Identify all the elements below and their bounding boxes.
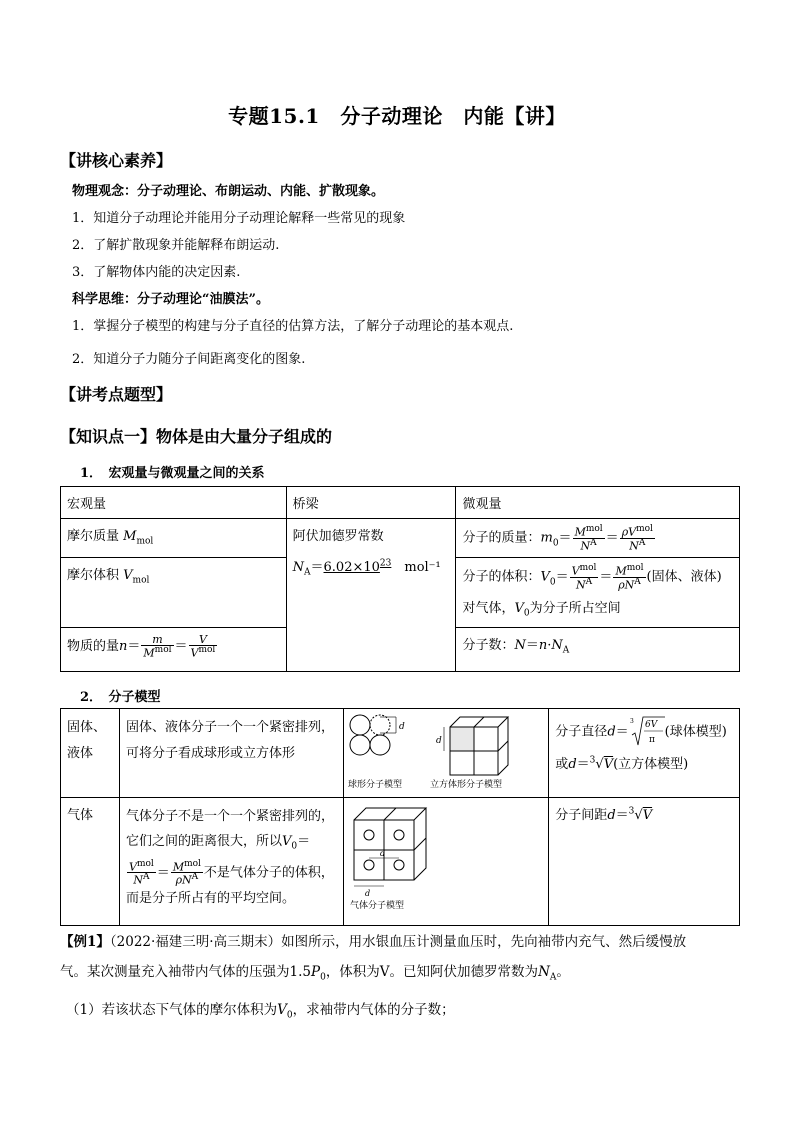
example-line-2: 气。某次测量充入袖带内气体的压强为$1.5P_0$，体积为V。已知阿伏加德罗常数为$N_A$。 <box>60 964 570 983</box>
sphere-cube-model-diagram <box>346 711 546 791</box>
table-header: 宏观量 <box>61 487 287 519</box>
molecule-model-table <box>60 708 740 926</box>
subsection-molecule-model: 2． 分子模型 <box>80 690 161 705</box>
knowledge-point-heading: 【知识点一】物体是由大量分子组成的 <box>60 427 333 446</box>
molecule-mass-cell: 分子的质量：$m_0=$ $\frac{M^{mol}}{N^A}$ ＝ $\frac{\rho V^{mol}}{N^A}$ <box>456 519 740 558</box>
cube-caption: 立方体形分子模型 <box>430 780 503 790</box>
table-header: 微观量 <box>456 487 740 519</box>
avogadro-label: 阿伏加德罗常数 <box>292 529 384 544</box>
avogadro-formula: $N_A=6.02\times 10^{23}$ mol⁻¹ <box>292 558 441 578</box>
solid-models-figure <box>344 709 549 798</box>
svg-text:3: 3 <box>629 718 634 725</box>
question-1: （1）若该状态下气体的摩尔体积为$V_0$，求袖带内气体的分子数； <box>66 1002 455 1021</box>
molecule-count-cell: 分子数：$N=n\cdot N_A$ <box>456 628 740 672</box>
thinking-item-2: 2．知道分子力随分子间距离变化的图象. <box>72 352 306 367</box>
d-label: d <box>399 722 406 732</box>
svg-text:π: π <box>648 735 655 745</box>
d-label: d <box>380 849 386 858</box>
gas-desc: 气体分子不是一个一个紧密排列的，它们之间的距离很大，所以$V_0=$ $\frac{V^{mol}}{N^A}$ ＝ $\frac{M^{mol}}{\rho N^A}$ 不是气体分子的体积，而是分子所占有的平均空间。 <box>120 798 344 926</box>
sphere-diameter: 分子直径d＝ 3 6V π (球体模型) <box>555 715 733 749</box>
subsection-macro-micro: 1． 宏观量与微观量之间的关系 <box>80 466 265 481</box>
table-header: 桥梁 <box>286 487 456 519</box>
avogadro-cell <box>286 519 456 672</box>
section-exam-heading: 【讲考点题型】 <box>60 385 173 404</box>
example-line-1: 【例1】（2022·福建三明·高三期末）如图所示，用水银血压计测量血压时，先向袖带内充气、然后缓慢放 <box>60 934 687 950</box>
page-title: 专题15.1 分子动理论 内能【讲】 <box>228 104 566 128</box>
gas-model-diagram <box>346 800 466 912</box>
molar-mass-cell: 摩尔质量 $M_{mol}$ <box>61 519 287 558</box>
d-label: d <box>436 736 443 746</box>
concept-item-2: 2．了解扩散现象并能解释布朗运动. <box>72 238 280 253</box>
gas-model-figure <box>344 798 549 926</box>
concept-item-3: 3．了解物体内能的决定因素. <box>72 265 241 280</box>
section-core-heading: 【讲核心素养】 <box>60 151 173 170</box>
sphere-caption: 球形分子模型 <box>348 780 403 790</box>
molecule-volume-cell: 分子的体积：$V_0=$ $\frac{V^{mol}}{N^A}$ ＝ $\frac{M^{mol}}{\rho N^A}$ (固体、液体) 对气体，$V_0$为分子所占空间 <box>456 558 740 628</box>
spacing-formula-cell: 分子间距d＝$^3$√V <box>549 798 740 926</box>
science-thinking: 科学思维：分子动理论“油膜法”。 <box>72 292 269 307</box>
diameter-formula-cell <box>549 709 740 798</box>
molar-volume-cell: 摩尔体积 $V_{mol}$ <box>61 558 287 628</box>
amount-cell: 物质的量n＝ $\frac{m}{M^{mol}}$ ＝ $\frac{V}{V^{mol}}$ <box>61 628 287 672</box>
gas-caption: 气体分子模型 <box>350 901 405 911</box>
macro-micro-table <box>60 486 740 672</box>
solid-liquid-label: 固体、液体 <box>61 709 120 798</box>
solid-liquid-desc: 固体、液体分子一个一个紧密排列，可将分子看成球形或立方体形 <box>120 709 344 798</box>
thinking-item-1: 1．掌握分子模型的构建与分子直径的估算方法，了解分子动理论的基本观点. <box>72 319 514 334</box>
physics-concept: 物理观念：分子动理论、布朗运动、内能、扩散现象。 <box>72 184 385 199</box>
cube-root-symbol <box>629 715 665 749</box>
gas-label: 气体 <box>61 798 120 926</box>
cube-diameter: 或d＝$^3$√V(立方体模型) <box>555 755 689 772</box>
svg-text:6V: 6V <box>644 720 657 730</box>
d-label: d <box>365 889 371 898</box>
concept-item-1: 1．知道分子动理论并能用分子动理论解释一些常见的现象 <box>72 211 406 226</box>
